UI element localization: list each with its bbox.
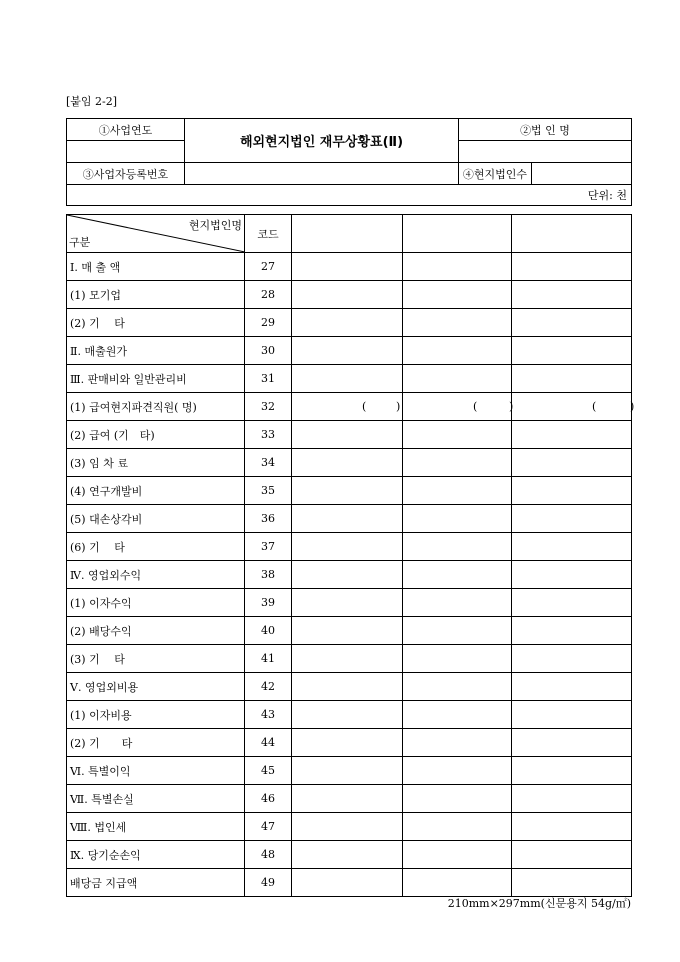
- value-cell[interactable]: [292, 533, 403, 561]
- value-cell[interactable]: [403, 365, 512, 393]
- value-cell[interactable]: [292, 813, 403, 841]
- value-cell[interactable]: [292, 701, 403, 729]
- value-cell[interactable]: [403, 701, 512, 729]
- value-cell[interactable]: [512, 309, 632, 337]
- corp-name-field[interactable]: [459, 141, 632, 163]
- corp-name-label: ②법 인 명: [459, 119, 632, 141]
- corp-name-input-1[interactable]: [292, 215, 403, 253]
- value-cell[interactable]: [292, 337, 403, 365]
- value-cell[interactable]: [292, 561, 403, 589]
- value-cell[interactable]: [403, 673, 512, 701]
- value-cell[interactable]: [403, 421, 512, 449]
- paren-open: (: [473, 400, 478, 413]
- row-label: Ⅶ. 특별손실: [67, 785, 245, 813]
- value-cell[interactable]: [512, 337, 632, 365]
- value-cell[interactable]: [512, 813, 632, 841]
- value-cell[interactable]: [292, 393, 403, 421]
- row-code: 42: [245, 673, 292, 701]
- row-label: Ⅸ. 당기순손익: [67, 841, 245, 869]
- value-cell[interactable]: [403, 757, 512, 785]
- row-label: Ⅴ. 영업외비용: [67, 673, 245, 701]
- table-row: [67, 365, 632, 393]
- table-row: [67, 729, 632, 757]
- value-cell[interactable]: [403, 337, 512, 365]
- row-label: Ⅵ. 특별이익: [67, 757, 245, 785]
- row-code: 27: [245, 253, 292, 281]
- row-code: 36: [245, 505, 292, 533]
- row-code: 32: [245, 393, 292, 421]
- value-cell[interactable]: [292, 281, 403, 309]
- row-code: 37: [245, 533, 292, 561]
- value-cell[interactable]: [512, 589, 632, 617]
- value-cell[interactable]: [292, 253, 403, 281]
- table-row: [67, 869, 632, 897]
- table-row: [67, 281, 632, 309]
- paper-spec: 210mm×297mm(신문용지 54g/㎡): [447, 897, 631, 910]
- paren-close: ): [630, 400, 635, 413]
- value-cell[interactable]: [403, 813, 512, 841]
- value-cell[interactable]: [512, 505, 632, 533]
- row-label: (2) 배당수익: [67, 617, 245, 645]
- row-label: (1) 모기업: [67, 281, 245, 309]
- row-label: Ⅳ. 영업외수익: [67, 561, 245, 589]
- value-cell[interactable]: [292, 449, 403, 477]
- financial-table: [66, 214, 635, 897]
- value-cell[interactable]: [292, 673, 403, 701]
- row-code: 35: [245, 477, 292, 505]
- attachment-label: [붙임 2-2]: [66, 95, 118, 108]
- local-corp-name-header: 현지법인명: [188, 219, 242, 232]
- row-code: 47: [245, 813, 292, 841]
- value-cell[interactable]: [292, 841, 403, 869]
- corp-name-input-3[interactable]: [512, 215, 632, 253]
- value-cell[interactable]: [403, 449, 512, 477]
- value-cell[interactable]: [512, 729, 632, 757]
- value-cell[interactable]: [292, 505, 403, 533]
- row-code: 31: [245, 365, 292, 393]
- biz-reg-no-label: ③사업자등록번호: [67, 163, 185, 185]
- value-cell[interactable]: [403, 841, 512, 869]
- form-title: 해외현지법인 재무상황표(Ⅱ): [185, 119, 459, 163]
- value-cell[interactable]: [512, 477, 632, 505]
- business-year-label: ①사업연도: [67, 119, 185, 141]
- value-cell[interactable]: [512, 281, 632, 309]
- row-code: 30: [245, 337, 292, 365]
- value-cell[interactable]: [512, 533, 632, 561]
- paren-close: ): [509, 400, 514, 413]
- value-cell[interactable]: [512, 253, 632, 281]
- value-cell[interactable]: [512, 617, 632, 645]
- value-cell[interactable]: [292, 421, 403, 449]
- value-cell[interactable]: [403, 505, 512, 533]
- row-label: 배당금 지급액: [67, 869, 245, 897]
- value-cell[interactable]: [403, 309, 512, 337]
- row-code: 33: [245, 421, 292, 449]
- table-row: [67, 505, 632, 533]
- row-label: Ⅰ. 매 출 액: [67, 253, 245, 281]
- table-row: [67, 449, 632, 477]
- value-cell[interactable]: [292, 645, 403, 673]
- value-cell[interactable]: [292, 785, 403, 813]
- value-cell[interactable]: [512, 785, 632, 813]
- local-corp-count-field[interactable]: [532, 163, 632, 185]
- value-cell[interactable]: [292, 869, 403, 897]
- row-label: Ⅲ. 판매비와 일반관리비: [67, 365, 245, 393]
- row-code: 34: [245, 449, 292, 477]
- row-label: (4) 연구개발비: [67, 477, 245, 505]
- row-label: Ⅱ. 매출원가: [67, 337, 245, 365]
- row-label: (2) 기 타: [67, 309, 245, 337]
- row-code: 44: [245, 729, 292, 757]
- diagonal-header-cell: [67, 215, 245, 253]
- paren-close: ): [396, 400, 401, 413]
- row-label: (1) 이자비용: [67, 701, 245, 729]
- table-row: [67, 701, 632, 729]
- local-corp-count-label: ④현지법인수: [459, 163, 532, 185]
- paren-open: (: [362, 400, 367, 413]
- row-label: (1) 급여현지파견직원( 명): [67, 393, 245, 421]
- table-row: [67, 533, 632, 561]
- code-header: 코드: [245, 215, 292, 253]
- value-cell[interactable]: [403, 729, 512, 757]
- row-label: (2) 기 타: [67, 729, 245, 757]
- row-code: 49: [245, 869, 292, 897]
- paren-open: (: [592, 400, 597, 413]
- row-code: 38: [245, 561, 292, 589]
- value-cell[interactable]: [403, 533, 512, 561]
- value-cell[interactable]: [292, 617, 403, 645]
- value-cell[interactable]: [512, 645, 632, 673]
- row-code: 29: [245, 309, 292, 337]
- value-cell[interactable]: [512, 393, 635, 421]
- value-cell[interactable]: [403, 281, 512, 309]
- value-cell[interactable]: [403, 393, 512, 421]
- corp-name-input-2[interactable]: [403, 215, 512, 253]
- table-row: [67, 617, 632, 645]
- value-cell[interactable]: [403, 589, 512, 617]
- table-row: [67, 309, 632, 337]
- value-cell[interactable]: [403, 477, 512, 505]
- table-row: [67, 757, 632, 785]
- business-year-field[interactable]: [67, 141, 185, 163]
- value-cell[interactable]: [292, 477, 403, 505]
- row-label: (1) 이자수익: [67, 589, 245, 617]
- table-row: [67, 393, 632, 421]
- value-cell[interactable]: [512, 701, 632, 729]
- value-cell[interactable]: [512, 673, 632, 701]
- value-cell[interactable]: [403, 785, 512, 813]
- value-cell[interactable]: [292, 589, 403, 617]
- table-row: [67, 337, 632, 365]
- value-cell[interactable]: [292, 729, 403, 757]
- row-code: 43: [245, 701, 292, 729]
- row-code: 39: [245, 589, 292, 617]
- category-header: 구분: [69, 236, 91, 249]
- table-row: [67, 813, 632, 841]
- value-cell[interactable]: [512, 365, 632, 393]
- row-label: (3) 임 차 료: [67, 449, 245, 477]
- row-label: Ⅷ. 법인세: [67, 813, 245, 841]
- value-cell[interactable]: [403, 869, 512, 897]
- row-code: 46: [245, 785, 292, 813]
- value-cell[interactable]: [403, 253, 512, 281]
- value-cell[interactable]: [403, 617, 512, 645]
- value-cell[interactable]: [512, 561, 632, 589]
- row-code: 28: [245, 281, 292, 309]
- value-cell[interactable]: [512, 421, 632, 449]
- row-code: 41: [245, 645, 292, 673]
- row-label: (2) 급여 (기 타): [67, 421, 245, 449]
- header-table: [66, 118, 632, 206]
- table-row: [67, 785, 632, 813]
- table-row: [67, 645, 632, 673]
- table-row: [67, 421, 632, 449]
- table-row: [67, 253, 632, 281]
- value-cell[interactable]: [512, 841, 632, 869]
- value-cell[interactable]: [512, 757, 632, 785]
- row-code: 40: [245, 617, 292, 645]
- row-label: (3) 기 타: [67, 645, 245, 673]
- value-cell[interactable]: [512, 869, 632, 897]
- row-label: (5) 대손상각비: [67, 505, 245, 533]
- row-code: 45: [245, 757, 292, 785]
- table-row: [67, 589, 632, 617]
- table-row: [67, 477, 632, 505]
- row-code: 48: [245, 841, 292, 869]
- table-row: [67, 673, 632, 701]
- value-cell[interactable]: [292, 757, 403, 785]
- table-row: [67, 841, 632, 869]
- row-label: (6) 기 타: [67, 533, 245, 561]
- biz-reg-no-field[interactable]: [185, 163, 459, 185]
- value-cell[interactable]: [292, 309, 403, 337]
- table-row: [67, 561, 632, 589]
- value-cell[interactable]: [403, 561, 512, 589]
- value-cell[interactable]: [403, 645, 512, 673]
- unit-label: 단위: 천: [67, 185, 632, 206]
- value-cell[interactable]: [292, 365, 403, 393]
- value-cell[interactable]: [512, 449, 632, 477]
